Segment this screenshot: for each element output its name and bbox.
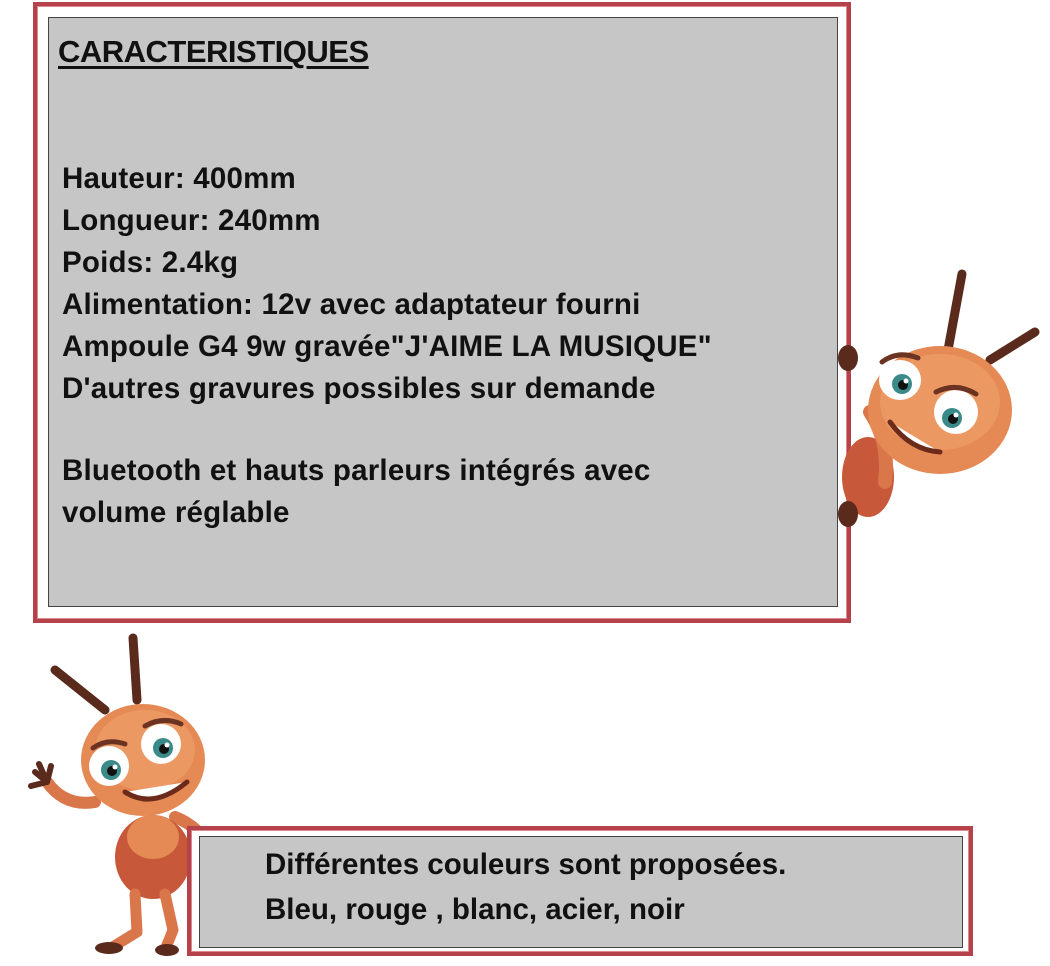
colors-text (265, 842, 786, 932)
spec-value: 2.4kg (161, 246, 239, 279)
spec-engraving: D'autres gravures possibles sur demande (62, 372, 656, 405)
colors-line-1: Différentes couleurs sont proposées. (265, 848, 787, 881)
spec-row-weight (62, 242, 832, 284)
spacer (62, 410, 832, 450)
spec-bulb: Ampoule G4 9w gravée"J'AIME LA MUSIQUE" (62, 330, 712, 363)
spec-row-power (62, 284, 832, 326)
spec-row-length (62, 200, 832, 242)
spec-bluetooth-line1: Bluetooth et hauts parleurs intégrés avec (62, 454, 651, 487)
spec-row-height (62, 158, 832, 200)
spec-bluetooth-line2: volume réglable (62, 496, 290, 529)
spec-label: Longueur: (62, 204, 210, 237)
spec-label: Alimentation: (62, 288, 254, 321)
spec-label: Poids: (62, 246, 154, 279)
spec-value: 240mm (218, 204, 321, 237)
spec-value: 12v avec adaptateur fourni (261, 288, 641, 321)
ant-mascot-peeking-icon (830, 262, 1045, 537)
specs-list (62, 158, 832, 534)
colors-line-2: Bleu, rouge , blanc, acier, noir (265, 893, 685, 926)
spec-label: Hauteur: (62, 162, 185, 195)
page-title: CARACTERISTIQUES (58, 34, 369, 69)
spec-value: 400mm (193, 162, 296, 195)
